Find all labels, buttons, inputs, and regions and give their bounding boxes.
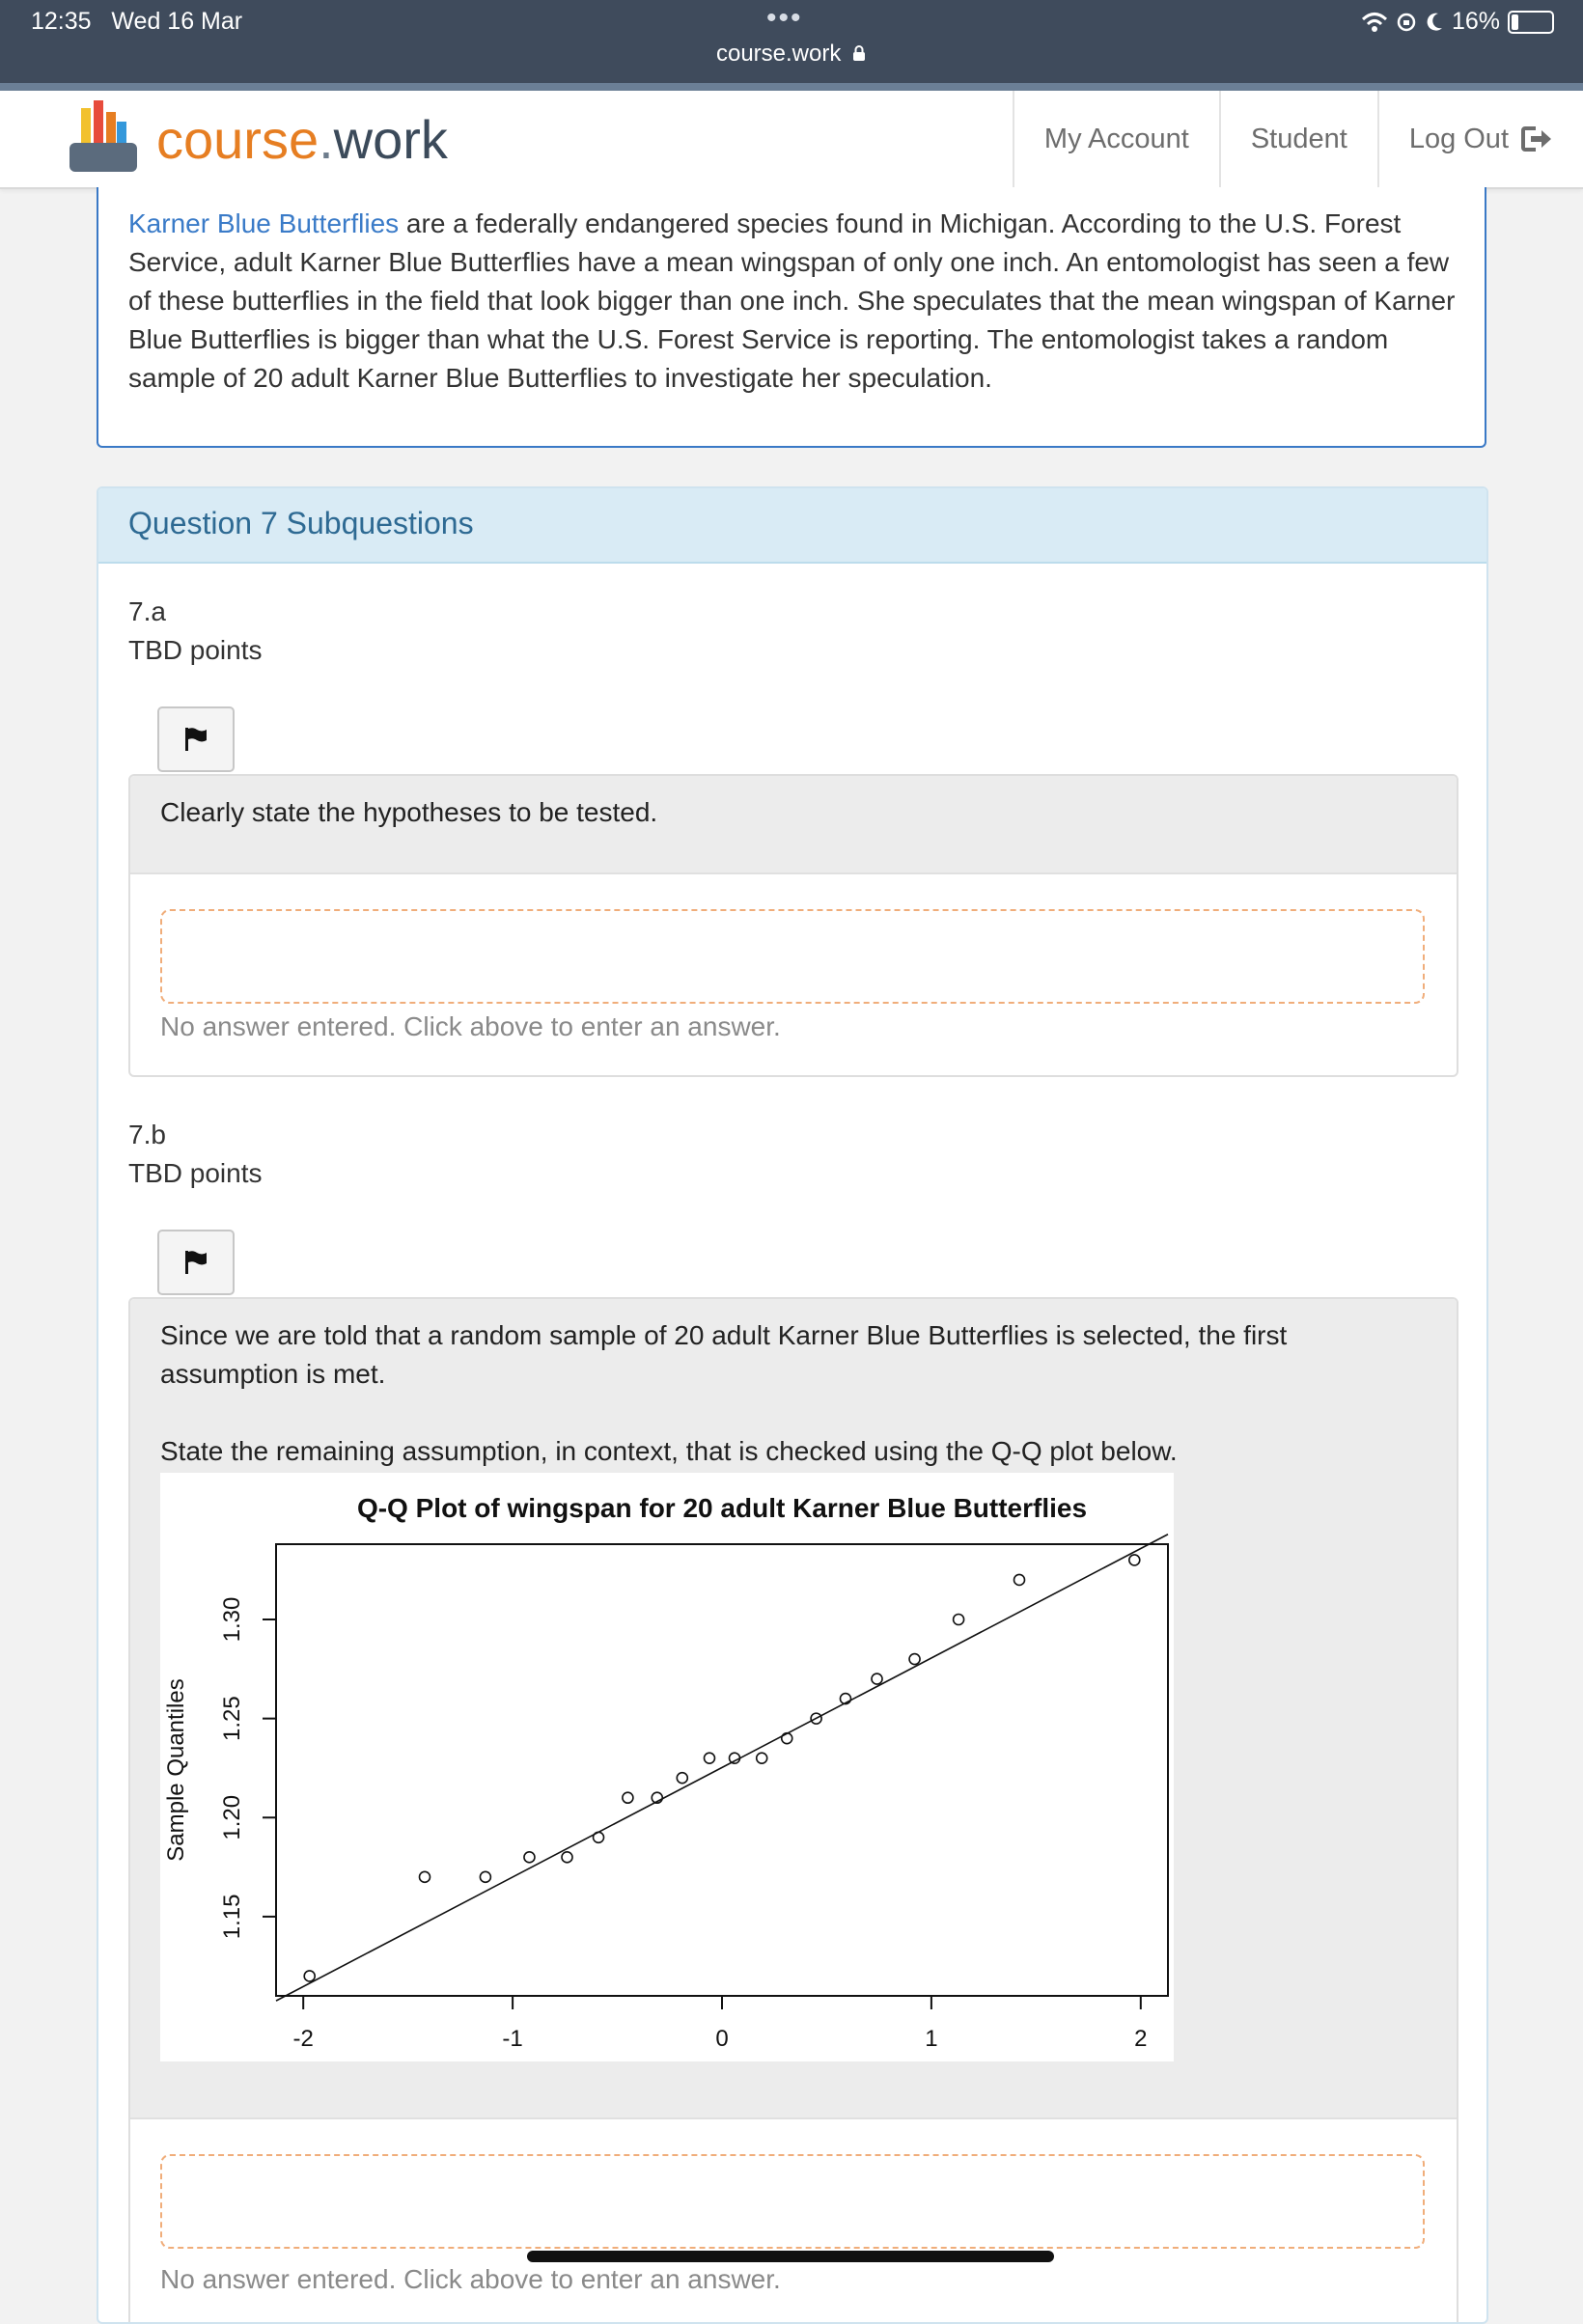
url-text: course.work <box>715 41 842 67</box>
site-navbar <box>0 91 1583 189</box>
data-point <box>524 1852 535 1863</box>
nav-log-out[interactable] <box>1377 91 1583 187</box>
flag-icon <box>183 726 208 753</box>
battery-percent: 16% <box>1451 8 1500 35</box>
question-intro-card <box>97 187 1486 448</box>
data-point <box>872 1674 882 1684</box>
subquestion-7b-prompt-2: State the remaining assumption, in context, that is checked using the Q-Q plot below. <box>160 1436 1178 1466</box>
intro-paragraph <box>128 205 1460 398</box>
x-tick-label: -2 <box>292 2026 314 2052</box>
wifi-icon <box>1361 12 1388 33</box>
status-clock: 12:35 <box>31 8 92 35</box>
y-axis <box>219 1597 276 1940</box>
moon-icon <box>1425 12 1444 33</box>
data-point <box>1014 1574 1025 1585</box>
logo-work: work <box>333 108 448 170</box>
nav-links <box>1013 91 1583 187</box>
subquestions-title: Question 7 Subquestions <box>128 506 474 540</box>
status-date: Wed 16 Mar <box>111 8 243 35</box>
karner-blue-link[interactable]: Karner Blue Butterflies <box>128 208 400 238</box>
reference-line <box>276 1535 1168 2001</box>
subquestion-7b-box <box>128 1297 1458 2324</box>
home-indicator[interactable] <box>527 2251 1054 2262</box>
y-tick-label: 1.25 <box>219 1696 246 1741</box>
y-tick-label: 1.30 <box>219 1596 245 1643</box>
answer-field-7b[interactable] <box>160 2154 1425 2249</box>
data-point <box>1129 1555 1140 1565</box>
logo-text <box>156 108 448 171</box>
answer-field-7a[interactable] <box>160 909 1425 1004</box>
nav-my-account[interactable] <box>1013 91 1219 187</box>
data-point <box>420 1871 430 1882</box>
orientation-lock-icon <box>1396 12 1417 33</box>
subquestion-7a-label <box>128 593 263 670</box>
subquestion-7a-prompt-area <box>130 776 1457 874</box>
subquestion-7a-points: TBD points <box>128 635 263 665</box>
subquestion-7a-id: 7.a <box>128 596 166 626</box>
logo-course: course <box>156 108 319 170</box>
data-point <box>480 1871 490 1882</box>
answer-hint-7b: No answer entered. Click above to enter an answer. <box>160 2264 781 2294</box>
nav-my-account-label: My Account <box>1043 123 1189 154</box>
subquestion-7a-box <box>128 774 1458 1077</box>
x-tick-label: 2 <box>1134 2026 1148 2052</box>
more-dots-icon[interactable]: ••• <box>766 2 803 34</box>
x-tick-label: -1 <box>502 2026 523 2052</box>
logo-icon <box>62 98 149 180</box>
data-point <box>909 1654 920 1665</box>
nav-student-label: Student <box>1250 123 1347 154</box>
subquestion-7b-prompt-1: Since we are told that a random sample of 20 adult Karner Blue Butterflies is selected, the first assumption is met. <box>160 1320 1288 1389</box>
logout-icon <box>1520 125 1553 152</box>
site-logo[interactable] <box>62 98 448 180</box>
intro-text: are a federally endangered species found in Michigan. According to the U.S. Forest Service, adult Karner Blue Butterflies have a mean wingspan of only one inch. An entomologist has seen a few of these butterflies in the field that look bigger than one inch. She speculates that the mean wingspan of Karner Blue Butterflies is bigger than what the U.S. Forest Service is reporting. The entomologist takes a random sample of 20 adult Karner Blue Butterflies to investigate her speculation. <box>128 208 1456 393</box>
nav-student[interactable] <box>1219 91 1377 187</box>
data-point <box>304 1971 315 1981</box>
data-point <box>730 1753 740 1763</box>
qq-plot <box>160 1473 1174 2061</box>
subquestions-panel-header <box>98 488 1486 564</box>
data-point <box>782 1733 792 1744</box>
data-point <box>954 1615 964 1625</box>
data-point <box>594 1832 604 1842</box>
y-tick-label: 1.20 <box>219 1794 245 1840</box>
chart-title: Q-Q Plot of wingspan for 20 adult Karner Blue Butterflies <box>356 1493 1088 1523</box>
qq-plot-svg <box>160 1473 1174 2061</box>
subquestion-7b-id: 7.b <box>128 1120 166 1149</box>
x-tick-label: 1 <box>925 2026 938 2052</box>
status-time <box>31 8 242 36</box>
flag-button-7b[interactable] <box>157 1230 235 1295</box>
y-tick-label: 1.15 <box>219 1894 245 1940</box>
subquestion-7b-label <box>128 1116 263 1193</box>
x-axis <box>293 1996 1148 2052</box>
status-bar <box>0 0 1583 83</box>
subquestions-panel <box>97 486 1488 2324</box>
data-point <box>757 1753 767 1763</box>
flag-icon <box>183 1249 208 1276</box>
y-axis-label: Sample Quantiles <box>163 1678 189 1862</box>
subquestion-7b-points: TBD points <box>128 1158 263 1188</box>
answer-hint-7a: No answer entered. Click above to enter an answer. <box>160 1011 781 1041</box>
x-tick-label: 0 <box>715 2026 729 2052</box>
data-point <box>623 1792 633 1803</box>
flag-button-7a[interactable] <box>157 706 235 772</box>
battery-icon <box>1508 11 1554 34</box>
address-bar[interactable] <box>0 41 1583 68</box>
accent-bar <box>0 83 1583 91</box>
subquestion-7a-prompt: Clearly state the hypotheses to be tested. <box>160 797 658 827</box>
data-point <box>562 1852 572 1863</box>
nav-log-out-label: Log Out <box>1408 123 1509 154</box>
lock-icon <box>851 44 867 62</box>
reference-line-group <box>276 1535 1168 2001</box>
logo-dot: . <box>319 108 334 170</box>
battery-fill <box>1512 14 1518 30</box>
status-right <box>1361 8 1554 36</box>
data-point <box>704 1753 714 1763</box>
plot-frame <box>276 1544 1168 1996</box>
data-point <box>677 1773 687 1784</box>
